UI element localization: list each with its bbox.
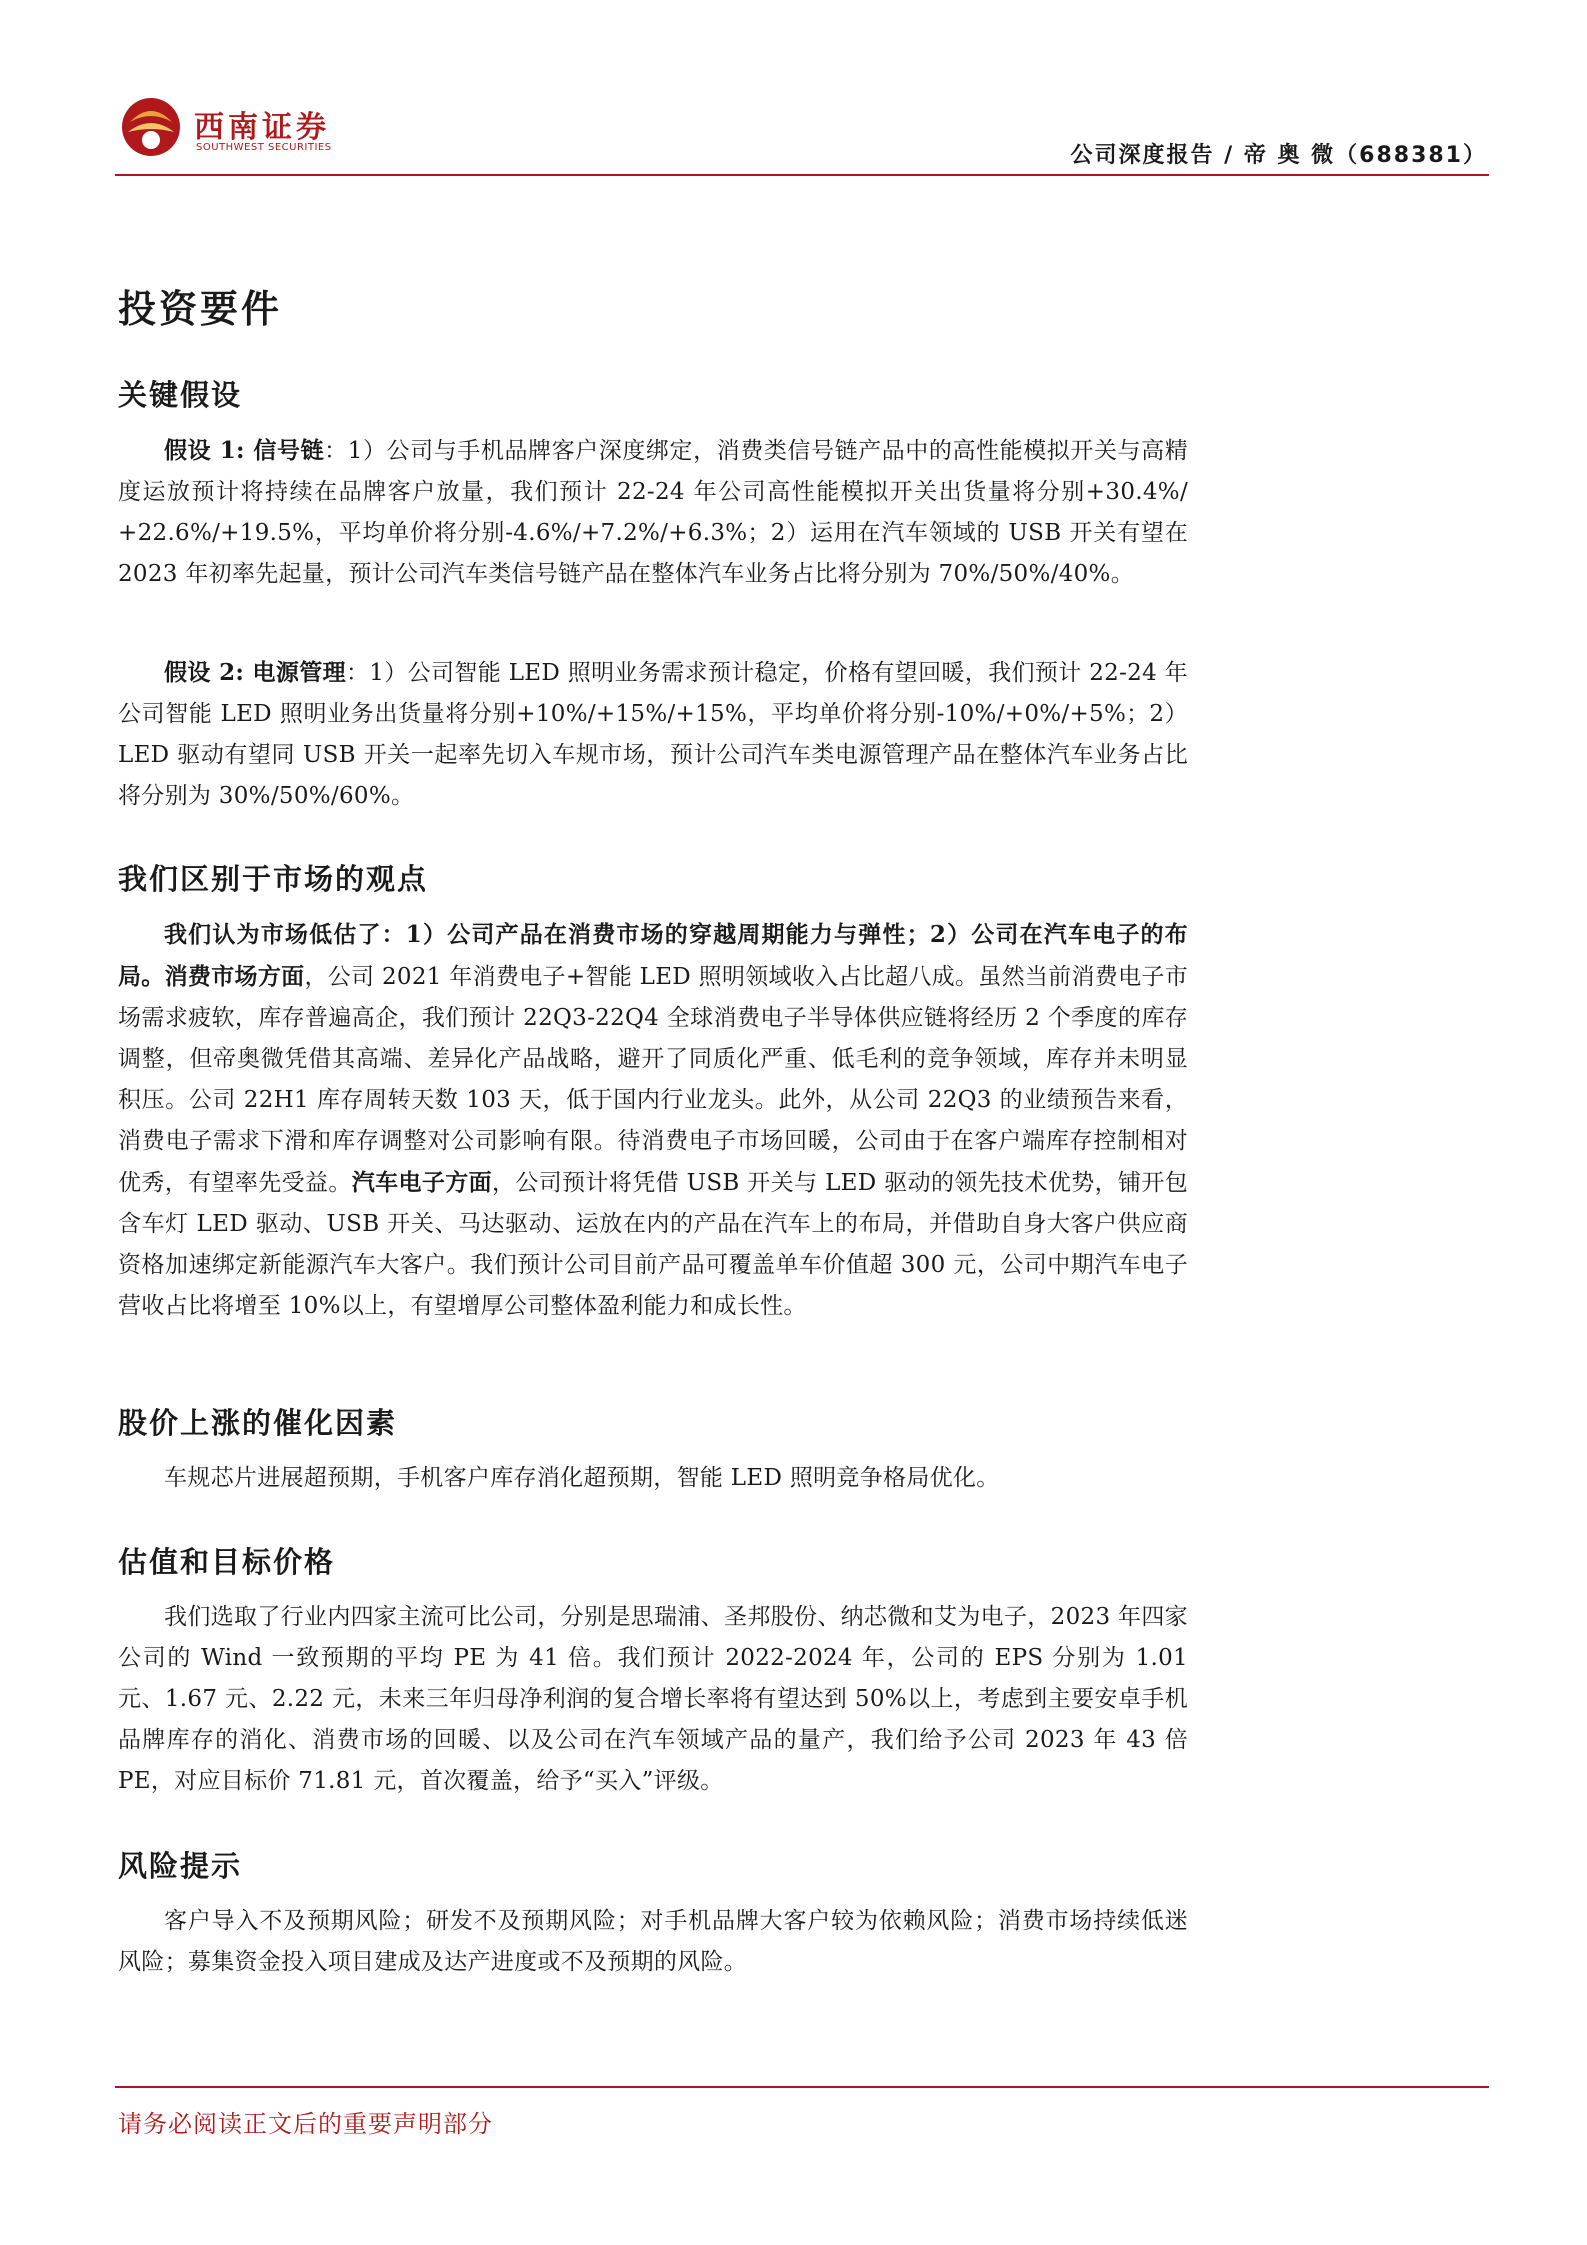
market-view-text-2: ，公司预计将凭借 USB 开关与 LED 驱动的领先技术优势，铺开包含车灯 LED 驱动、USB 开关、马达驱动、运放在内的产品在汽车上的布局，并借助自身大客户供应商资格加速绑定新能源汽车大客户。我们预计公司目前产品可覆盖单车价值超 300 元，公司中期汽车电子营收占比将增至 10%以上，有望增厚公司整体盈利能力和成长性。 <box>118 1170 1188 1319</box>
page-title: 投资要件 <box>118 287 283 331</box>
logo-chinese-name: 西南证券 <box>194 110 330 145</box>
section-heading-key-assumptions: 关键假设 <box>118 378 243 412</box>
company-logo <box>120 96 350 158</box>
section-heading-market-view: 我们区别于市场的观点 <box>118 862 429 896</box>
catalysts-paragraph: 车规芯片进展超预期，手机客户库存消化超预期，智能 LED 照明竞争格局优化。 <box>164 1465 1000 1491</box>
market-view-paragraph <box>118 914 1188 1327</box>
section-heading-valuation: 估值和目标价格 <box>118 1545 336 1579</box>
footer-disclaimer: 请务必阅读正文后的重要声明部分 <box>118 2110 493 2138</box>
market-view-bold-1: 我们认为市场低估了：1）公司产品在消费市场的穿越周期能力与弹性；2）公司在汽车电子的布局。消费市场方面 <box>118 921 1188 990</box>
market-view-bold-2: 汽车电子方面 <box>351 1169 492 1196</box>
valuation-paragraph: 我们选取了行业内四家主流可比公司，分别是思瑞浦、圣邦股份、纳芯微和艾为电子，2023 年四家公司的 Wind 一致预期的平均 PE 为 41 倍。我们预计 2022-2024 年，公司的 EPS 分别为 1.01 元、1.67 元、2.22 元，未来三年归母净利润的复合增长率将有望达到 50%以上，考虑到主要安卓手机品牌库存的消化、消费市场的回暖、以及公司在汽车领域产品的量产，我们给予公司 2023 年 43 倍 PE，对应目标价 71.81 元，首次覆盖，给予“买入”评级。 <box>118 1604 1188 1794</box>
assumption-2-text: ：1）公司智能 LED 照明业务需求预计稳定，价格有望回暖，我们预计 22-24 年公司智能 LED 照明业务出货量将分别+10%/+15%/+15%，平均单价将分别-10%/+0%/+5%；2）LED 驱动有望同 USB 开关一起率先切入车规市场，预计公司汽车类电源管理产品在整体汽车业务占比将分别为 30%/50%/60%。 <box>118 660 1188 809</box>
assumption-1-text: ：1）公司与手机品牌客户深度绑定，消费类信号链产品中的高性能模拟开关与高精度运放预计将持续在品牌客户放量，我们预计 22-24 年公司高性能模拟开关出货量将分别+30.4%/ +22.6%/+19.5%，平均单价将分别-4.6%/+7.2%/+6.3%；2）运用在汽车领域的 USB 开关有望在 2023 年初率先起量，预计公司汽车类信号链产品在整体汽车业务占比将分别为 70%/50%/40%。 <box>118 438 1188 587</box>
section-heading-catalysts: 股价上涨的催化因素 <box>118 1406 398 1440</box>
assumption-1-label: 假设 1: 信号链 <box>164 437 325 464</box>
report-title: 公司深度报告 / 帝 奥 微（688381） <box>1070 143 1487 168</box>
assumption-1-paragraph <box>118 430 1188 595</box>
logo-english-name: SOUTHWEST SECURITIES <box>196 142 332 153</box>
assumption-2-label: 假设 2: 电源管理 <box>164 659 346 686</box>
market-view-text-1: ，公司 2021 年消费电子+智能 LED 照明领域收入占比超八成。虽然当前消费电子市场需求疲软，库存普遍高企，我们预计 22Q3-22Q4 全球消费电子半导体供应链将经历 2 个季度的库存调整，但帝奥微凭借其高端、差异化产品战略，避开了同质化严重、低毛利的竞争领域，库存并未明显积压。公司 22H1 库存周转天数 103 天，低于国内行业龙头。此外，从公司 22Q3 的业绩预告来看，消费电子需求下滑和库存调整对公司影响有限。待消费电子市场回暖，公司由于在客户端库存控制相对优秀，有望率先受益。 <box>118 964 1189 1196</box>
footer-divider <box>115 2086 1489 2088</box>
risks-paragraph: 客户导入不及预期风险；研发不及预期风险；对手机品牌大客户较为依赖风险；消费市场持续低迷风险；募集资金投入项目建成及达产进度或不及预期的风险。 <box>118 1908 1188 1975</box>
assumption-2-paragraph <box>118 652 1188 817</box>
logo-emblem-icon <box>120 96 184 158</box>
section-heading-risks: 风险提示 <box>118 1849 243 1883</box>
header-divider <box>115 174 1489 176</box>
